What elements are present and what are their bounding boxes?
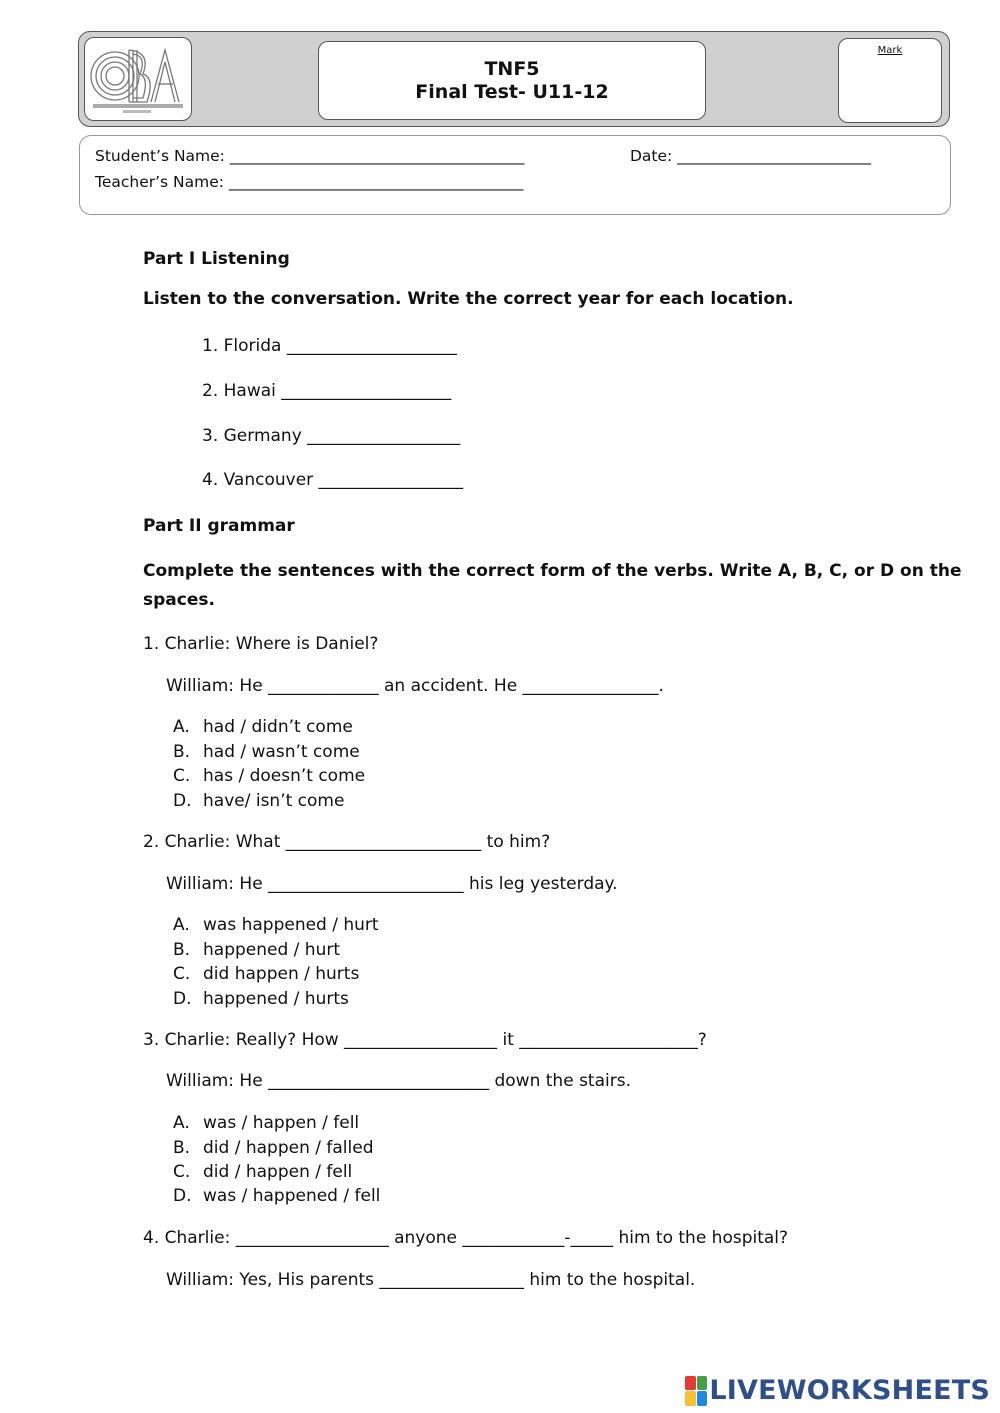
option-letter: D.: [173, 791, 192, 811]
question-3-option-a[interactable]: [173, 1113, 359, 1133]
school-logo: [84, 37, 192, 121]
question-2-answer[interactable]: William: He _______________________ his leg yesterday.: [166, 874, 618, 894]
question-2-option-a[interactable]: [173, 915, 379, 935]
option-letter: B.: [173, 940, 191, 960]
liveworksheets-logo: [685, 1375, 990, 1406]
option-letter: D.: [173, 989, 192, 1009]
option-text: happened / hurts: [203, 989, 349, 1009]
mark-box[interactable]: [838, 38, 942, 123]
option-text: did happen / hurts: [203, 964, 360, 984]
part1-instruction: Listen to the conversation. Write the correct year for each location.: [143, 289, 794, 309]
test-title: Final Test- U11-12: [415, 80, 609, 103]
question-1-prompt: 1. Charlie: Where is Daniel?: [143, 634, 379, 654]
option-text: had / didn’t come: [203, 717, 353, 737]
option-letter: B.: [173, 742, 191, 762]
date-field[interactable]: Date: _________________________: [630, 147, 871, 165]
question-2-option-d[interactable]: [173, 989, 349, 1009]
option-letter: A.: [173, 915, 190, 935]
question-2-option-b[interactable]: [173, 940, 340, 960]
option-text: was happened / hurt: [203, 915, 379, 935]
option-text: was / happened / fell: [203, 1186, 381, 1206]
part1-heading: Part I Listening: [143, 249, 290, 269]
listening-item-4[interactable]: 4. Vancouver _________________: [202, 470, 464, 490]
listening-item-3[interactable]: 3. Germany __________________: [202, 426, 461, 446]
option-text: happened / hurt: [203, 940, 340, 960]
question-4-prompt: 4. Charlie: __________________ anyone ____________-_____ him to the hospital?: [143, 1228, 789, 1248]
option-letter: C.: [173, 964, 191, 984]
question-1-option-c[interactable]: [173, 766, 365, 786]
listening-item-1[interactable]: 1. Florida ____________________: [202, 336, 457, 356]
question-3-option-c[interactable]: [173, 1162, 352, 1182]
option-text: did / happen / fell: [203, 1162, 353, 1182]
question-2-prompt: 2. Charlie: What _______________________ to him?: [143, 832, 551, 852]
question-1-option-b[interactable]: [173, 742, 360, 762]
option-letter: C.: [173, 766, 191, 786]
option-text: was / happen / fell: [203, 1113, 360, 1133]
question-1-answer[interactable]: William: He _____________ an accident. He ________________.: [166, 676, 664, 696]
cba-logo-icon: [85, 38, 190, 119]
test-code: TNF5: [484, 57, 540, 80]
option-text: did / happen / falled: [203, 1138, 374, 1158]
part2-instruction-line2: spaces.: [143, 590, 215, 610]
teacher-name-field[interactable]: Teacher’s Name: ______________________________________: [95, 173, 524, 191]
student-name-field[interactable]: Student’s Name: ______________________________________: [95, 147, 525, 165]
title-box: [318, 41, 706, 120]
option-letter: D.: [173, 1186, 192, 1206]
option-text: had / wasn’t come: [203, 742, 360, 762]
option-letter: C.: [173, 1162, 191, 1182]
option-text: has / doesn’t come: [203, 766, 366, 786]
question-1-option-a[interactable]: [173, 717, 353, 737]
mark-label: Mark: [877, 45, 903, 56]
liveworksheets-badge-icon: [685, 1376, 707, 1406]
question-4-answer[interactable]: William: Yes, His parents _________________ him to the hospital.: [166, 1270, 696, 1290]
question-3-prompt: 3. Charlie: Really? How __________________ it _____________________?: [143, 1030, 707, 1050]
option-letter: B.: [173, 1138, 191, 1158]
option-letter: A.: [173, 1113, 190, 1133]
question-2-option-c[interactable]: [173, 964, 359, 984]
option-text: have/ isn’t come: [203, 791, 345, 811]
part2-instruction-line1: Complete the sentences with the correct form of the verbs. Write A, B, C, or D on the: [143, 561, 962, 581]
option-letter: A.: [173, 717, 190, 737]
question-3-option-d[interactable]: [173, 1186, 380, 1206]
liveworksheets-brand: LIVEWORKSHEETS: [709, 1375, 990, 1406]
question-3-option-b[interactable]: [173, 1138, 373, 1158]
question-1-option-d[interactable]: [173, 791, 344, 811]
listening-item-2[interactable]: 2. Hawai ____________________: [202, 381, 452, 401]
question-3-answer[interactable]: William: He __________________________ down the stairs.: [166, 1071, 631, 1091]
part2-heading: Part II grammar: [143, 516, 295, 536]
